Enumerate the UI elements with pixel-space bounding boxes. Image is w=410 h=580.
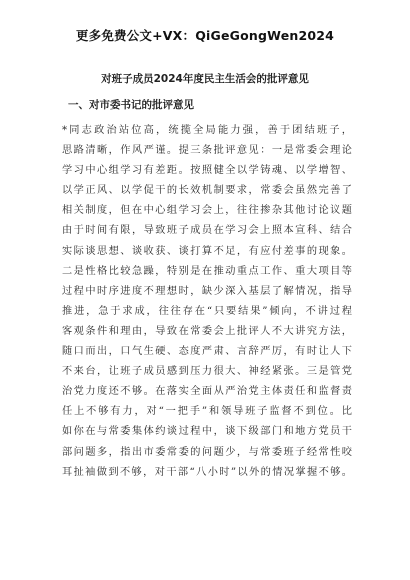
text-line: 实际谈思想、谈收获、谈打算不足，有应付差事的现象。 [62,245,352,257]
header-banner: 更多免费公文+VX：QiGeGongWen2024 [75,28,335,43]
text-line: 治党力度还不够。在落实全面从严治党主体责任和监督责 [62,386,352,398]
text-line: 不来台，让班子成员感到压力很大、神经紧张。三是管党 [62,366,352,378]
text-line: *同志政治站位高，统揽全局能力强，善于团结班子， [62,125,352,136]
section-heading: 一、对市委书记的批评意见 [68,99,194,111]
text-line: 推进，急于求成，往往存在“只要结果”倾向，不讲过程 [62,305,352,317]
text-line: 任上不够有力，对“一把手”和领导班子监督不到位。比 [62,406,352,418]
text-line: 客观条件和理由，导致在常委会上批评人不大讲究方法， [62,325,352,337]
text-line: 以学正风、以学促干的长效机制要求，常委会虽然完善了 [62,185,352,197]
text-line: 思路清晰，作风严谨。提三条批评意见：一是常委会理论 [62,145,352,157]
document-title: 对班子成员2024年度民主生活会的批评意见 [101,73,309,85]
text-line: 二是性格比较急躁，特别是在推动重点工作、重大项目等 [62,265,352,277]
text-line: 部问题多，指出市委常委的问题少，与常委班子经常性咬 [62,446,352,458]
text-line: 相关制度，但在中心组学习会上，往往掺杂其他讨论议题 [62,205,352,217]
text-line: 学习中心组学习有差距。按照健全以学铸魂、以学增智、 [62,165,352,177]
text-line: 耳扯袖做到不够，对干部“八小时”以外的情况掌握不够。 [62,466,352,478]
text-line: 如你在与常委集体约谈过程中，谈下级部门和地方党员干 [62,426,352,438]
text-line: 随口而出，口气生硬、态度严肃、言辞严厉，有时让人下 [62,346,352,358]
text-line: 由于时间有限，导致班子成员在学习会上照本宣科、结合 [62,225,352,237]
body-paragraph [62,121,352,483]
text-line: 过程中时序进度不理想时，缺少深入基层了解情况，指导 [62,285,352,297]
